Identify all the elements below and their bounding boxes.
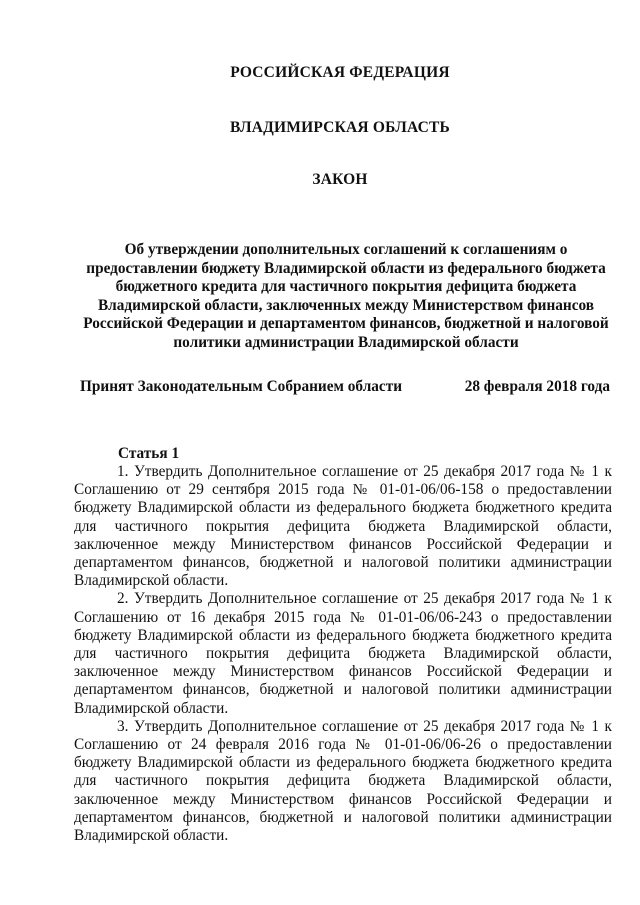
adoption-date: 28 февраля 2018 года [464, 378, 610, 395]
article-paragraph-2: 2. Утвердить Дополнительное соглашение от 25 декабря 2017 года № 1 к Соглашению от 16 декабря 2015 года № 01-01-06/06-243 о предоставлении бюджету Владимирской области из федерального бюджета бюджетного кредита для частичного покрытия дефицита бюджета Владимирской области, заключенное между Министерством финансов Российской Федерации и департаментом финансов, бюджетной и налоговой политики администрации Владимирской области. [74, 590, 612, 717]
country-heading: РОССИЙСКАЯ ФЕДЕРАЦИЯ [230, 64, 450, 81]
article-title: Статья 1 [118, 445, 180, 462]
law-title: Об утверждении дополнительных соглашений к соглашениям о предоставлении бюджету Владимирской области из федерального бюджета бюджетного кредита для частичного покрытия дефицита бюджета Владимирской области, заключенных между Министерством финансов Российской Федерации и департаментом финансов, бюджетной и налоговой политики администрации Владимирской области [83, 241, 609, 351]
doc-type-heading: ЗАКОН [312, 171, 368, 188]
adopted-by: Принят Законодательным Собранием области [80, 378, 403, 395]
region-heading: ВЛАДИМИРСКАЯ ОБЛАСТЬ [230, 119, 450, 136]
article-body [74, 463, 612, 845]
article-paragraph-3: 3. Утвердить Дополнительное соглашение от 25 декабря 2017 года № 1 к Соглашению от 24 февраля 2016 года № 01-01-06/06-26 о предоставлении бюджету Владимирской области из федерального бюджета бюджетного кредита для частичного покрытия дефицита бюджета Владимирской области, заключенное между Министерством финансов Российской Федерации и департаментом финансов, бюджетной и налоговой политики администрации Владимирской области. [74, 717, 612, 845]
article-paragraph-1: 1. Утвердить Дополнительное соглашение от 25 декабря 2017 года № 1 к Соглашению от 29 сентября 2015 года № 01-01-06/06-158 о предоставлении бюджету Владимирской области из федерального бюджета бюджетного кредита для частичного покрытия дефицита бюджета Владимирской области, заключенное между Министерством финансов Российской Федерации и департаментом финансов, бюджетной и налоговой политики администрации Владимирской области. [74, 463, 612, 590]
adoption-line [80, 378, 610, 396]
